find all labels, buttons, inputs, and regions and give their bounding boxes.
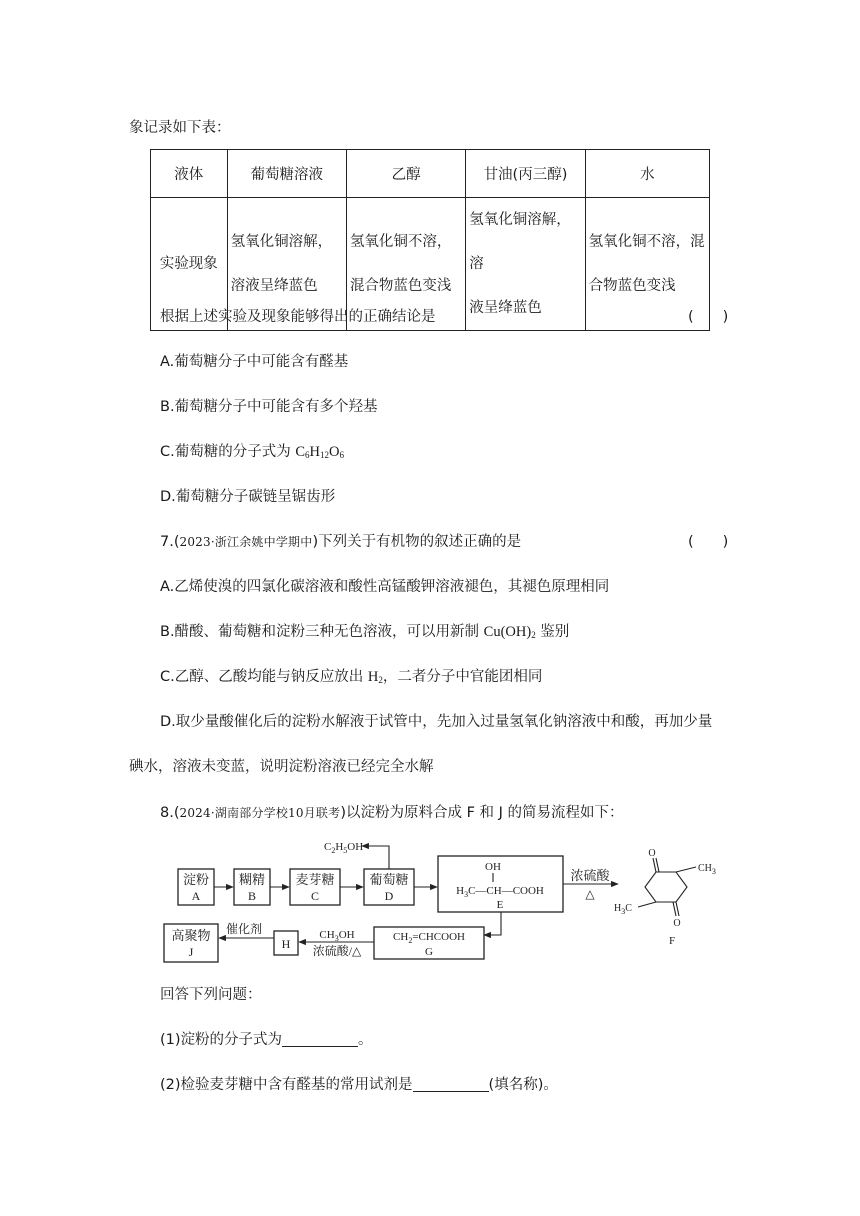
svg-text:J: J <box>188 945 194 959</box>
q7-stem: 7.(2023·浙江余姚中学期中)下列关于有机物的叙述正确的是 <box>160 534 522 550</box>
condition-label: △ <box>585 887 595 901</box>
table-header-cell: 水 <box>585 150 709 198</box>
svg-text:F: F <box>668 935 676 947</box>
q8-part-1: (1)淀粉的分子式为 。 <box>160 1032 373 1048</box>
q7-option-d-line1: D.取少量酸催化后的淀粉水解液于试管中，先加入过量氢氧化钠溶液中和酸，再加少量 <box>160 714 713 730</box>
svg-text:H3C: $H_3C$ <box>614 903 632 916</box>
table-row-label: 实验现象 <box>151 198 228 331</box>
svg-text:E: E <box>496 899 504 911</box>
flow-box-e <box>438 856 563 912</box>
q6-option-d: D.葡萄糖分子碳链呈锯齿形 <box>160 489 336 505</box>
svg-text:O: O <box>648 848 656 859</box>
svg-text:淀粉: 淀粉 <box>182 872 210 887</box>
svg-text:CH2=CHCOOH: $CH_2=CHCOOH$ <box>393 931 465 945</box>
q6-answer-paren: ( ) <box>688 309 729 325</box>
svg-text:OH: OH <box>485 861 501 873</box>
svg-text:G: G <box>425 946 433 958</box>
reagent-label: $CH_3OH$ <box>319 929 355 943</box>
svg-text:A: A <box>191 889 201 903</box>
flow-arrow-to-ethanol <box>362 846 389 869</box>
table-header-cell: 液体 <box>151 150 228 198</box>
svg-text:糊精: 糊精 <box>238 872 266 887</box>
table-cell: 氢氧化铜溶解，溶 液呈绛蓝色 <box>466 198 585 331</box>
flow-box-b <box>234 869 270 905</box>
reagent-label: 浓硫酸 <box>570 868 610 883</box>
svg-text:H3C—CH—COOH: $H_3C—CH—COOH$ <box>456 885 544 899</box>
formula: $Cu(OH)_2$ <box>483 624 536 640</box>
intro-text: 象记录如下表： <box>129 120 231 136</box>
flow-box-j <box>164 924 218 962</box>
table-header-row <box>151 150 710 198</box>
q7-option-a: A.乙烯使溴的四氯化碳溶液和酸性高锰酸钾溶液褪色，其褪色原理相同 <box>160 579 610 595</box>
q6-option-b: B.葡萄糖分子中可能含有多个羟基 <box>160 399 378 415</box>
svg-text:麦芽糖: 麦芽糖 <box>295 872 335 887</box>
table-header-cell: 甘油(丙三醇) <box>466 150 585 198</box>
q7-option-c: C.乙醇、乙酸均能与钠反应放出 $H_2$，二者分子中官能团相同 <box>160 669 543 685</box>
ethanol-label: $C_2H_5OH$ <box>324 841 364 855</box>
q7-answer-paren: ( ) <box>688 534 729 550</box>
observation-table <box>150 149 710 331</box>
q7-option-d-line2: 碘水，溶液未变蓝，说明淀粉溶液已经完全水解 <box>129 759 434 775</box>
table-header-cell: 葡萄糖溶液 <box>227 150 346 198</box>
question-source: 2024·湖南部分学校10月联考 <box>179 806 341 820</box>
svg-text:O: O <box>673 918 681 929</box>
formula: $C_6H_{12}O_6$ <box>295 444 344 460</box>
synthesis-flow-diagram <box>156 834 736 974</box>
flow-box-h <box>274 931 298 955</box>
svg-text:CH3: $CH_3$ <box>698 863 716 876</box>
table-header-cell: 乙醇 <box>346 150 465 198</box>
q6-stem: 根据上述实验及现象能够得出的正确结论是 <box>160 309 436 325</box>
svg-text:B: B <box>247 889 257 903</box>
svg-text:H: H <box>281 937 291 951</box>
svg-text:高聚物: 高聚物 <box>171 928 211 943</box>
flow-box-a <box>178 869 214 905</box>
q8-stem: 8.(2024·湖南部分学校10月联考)以淀粉为原料合成 F 和 J 的简易流程如下： <box>160 805 624 821</box>
reagent-label: 催化剂 <box>225 922 263 936</box>
q7-option-b: B.醋酸、葡萄糖和淀粉三种无色溶液，可以用新制 $Cu(OH)_2$ 鉴别 <box>160 624 570 640</box>
condition-label: 浓硫酸/△ <box>312 944 362 958</box>
q6-option-c: C.葡萄糖的分子式为 $C_6H_{12}O_6$ <box>160 444 344 460</box>
svg-text:葡萄糖: 葡萄糖 <box>369 872 409 887</box>
svg-text:C: C <box>310 889 320 903</box>
formula: $H_2$ <box>367 669 383 685</box>
table-cell: 氢氧化铜溶解， 溶液呈绛蓝色 <box>227 198 346 331</box>
q8-part-2: (2)检验麦芽糖中含有醛基的常用试剂是 (填名称)。 <box>160 1077 558 1093</box>
answer-blank[interactable] <box>282 1030 358 1047</box>
table-cell: 氢氧化铜不溶， 混合物蓝色变浅 <box>346 198 465 331</box>
answer-prompt: 回答下列问题： <box>160 987 262 1003</box>
answer-blank[interactable] <box>413 1075 489 1092</box>
question-source: 2023·浙江余姚中学期中 <box>179 535 313 549</box>
svg-text:D: D <box>384 889 394 903</box>
flow-box-g <box>374 927 484 959</box>
flow-arrow-to-g <box>484 912 501 935</box>
table-cell: 氢氧化铜不溶，混 合物蓝色变浅 <box>585 198 709 331</box>
flow-box-c <box>290 869 340 905</box>
lactide-structure-f <box>614 848 716 947</box>
flow-box-d <box>364 869 414 905</box>
q6-option-a: A.葡萄糖分子中可能含有醛基 <box>160 354 349 370</box>
